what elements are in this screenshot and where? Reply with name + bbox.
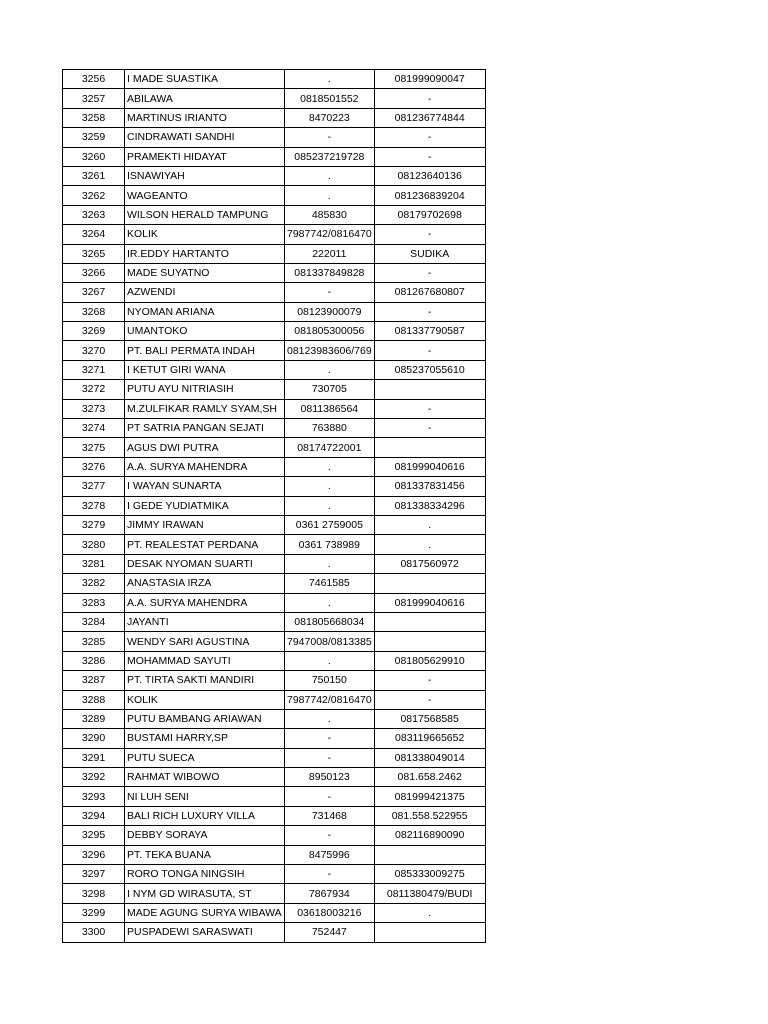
table-row bbox=[63, 865, 486, 884]
phone-primary-cell: 8950123 bbox=[285, 768, 375, 787]
name-cell: WENDY SARI AGUSTINA bbox=[125, 632, 285, 651]
phone-primary-cell: 485830 bbox=[285, 205, 375, 224]
table-row bbox=[63, 147, 486, 166]
phone-secondary-cell: - bbox=[374, 302, 485, 321]
phone-secondary-cell: 0817568585 bbox=[374, 709, 485, 728]
row-number-cell: 3298 bbox=[63, 884, 125, 903]
table-row bbox=[63, 554, 486, 573]
name-cell: KOLIK bbox=[125, 690, 285, 709]
phone-secondary-cell: - bbox=[374, 225, 485, 244]
phone-primary-cell: . bbox=[285, 496, 375, 515]
phone-primary-cell: - bbox=[285, 787, 375, 806]
row-number-cell: 3293 bbox=[63, 787, 125, 806]
phone-primary-cell: 7987742/0816470 bbox=[285, 690, 375, 709]
phone-secondary-cell: 0811380479/BUDI bbox=[374, 884, 485, 903]
phone-secondary-cell: 085333009275 bbox=[374, 865, 485, 884]
table-row bbox=[63, 768, 486, 787]
phone-primary-cell: - bbox=[285, 865, 375, 884]
name-cell: A.A. SURYA MAHENDRA bbox=[125, 457, 285, 476]
row-number-cell: 3269 bbox=[63, 322, 125, 341]
table-row bbox=[63, 263, 486, 282]
phone-primary-cell: 730705 bbox=[285, 380, 375, 399]
phone-primary-cell: . bbox=[285, 477, 375, 496]
phone-secondary-cell bbox=[374, 612, 485, 631]
phone-secondary-cell: - bbox=[374, 341, 485, 360]
phone-secondary-cell: 083119665652 bbox=[374, 729, 485, 748]
name-cell: BUSTAMI HARRY,SP bbox=[125, 729, 285, 748]
table-row bbox=[63, 535, 486, 554]
phone-primary-cell: . bbox=[285, 186, 375, 205]
name-cell: RAHMAT WIBOWO bbox=[125, 768, 285, 787]
row-number-cell: 3267 bbox=[63, 283, 125, 302]
table-row bbox=[63, 322, 486, 341]
name-cell: I WAYAN SUNARTA bbox=[125, 477, 285, 496]
row-number-cell: 3287 bbox=[63, 671, 125, 690]
name-cell: JIMMY IRAWAN bbox=[125, 515, 285, 534]
table-row bbox=[63, 108, 486, 127]
row-number-cell: 3265 bbox=[63, 244, 125, 263]
contact-table bbox=[62, 69, 486, 943]
phone-secondary-cell: 081267680807 bbox=[374, 283, 485, 302]
row-number-cell: 3284 bbox=[63, 612, 125, 631]
phone-primary-cell: 08174722001 bbox=[285, 438, 375, 457]
phone-primary-cell: 8475996 bbox=[285, 845, 375, 864]
phone-secondary-cell: 08123640136 bbox=[374, 166, 485, 185]
name-cell: AZWENDI bbox=[125, 283, 285, 302]
name-cell: A.A. SURYA MAHENDRA bbox=[125, 593, 285, 612]
name-cell: PUSPADEWI SARASWATI bbox=[125, 923, 285, 942]
table-row bbox=[63, 205, 486, 224]
phone-primary-cell: - bbox=[285, 283, 375, 302]
table-row bbox=[63, 419, 486, 438]
row-number-cell: 3286 bbox=[63, 651, 125, 670]
phone-secondary-cell: . bbox=[374, 515, 485, 534]
name-cell: PT. TIRTA SAKTI MANDIRI bbox=[125, 671, 285, 690]
name-cell: WAGEANTO bbox=[125, 186, 285, 205]
phone-primary-cell: 081337849828 bbox=[285, 263, 375, 282]
name-cell: JAYANTI bbox=[125, 612, 285, 631]
phone-secondary-cell: - bbox=[374, 399, 485, 418]
phone-primary-cell: . bbox=[285, 651, 375, 670]
phone-primary-cell: 731468 bbox=[285, 806, 375, 825]
phone-secondary-cell: . bbox=[374, 903, 485, 922]
phone-secondary-cell: 081999090047 bbox=[374, 70, 485, 89]
name-cell: IR.EDDY HARTANTO bbox=[125, 244, 285, 263]
row-number-cell: 3278 bbox=[63, 496, 125, 515]
row-number-cell: 3290 bbox=[63, 729, 125, 748]
phone-primary-cell: 750150 bbox=[285, 671, 375, 690]
phone-primary-cell: 222011 bbox=[285, 244, 375, 263]
name-cell: M.ZULFIKAR RAMLY SYAM,SH bbox=[125, 399, 285, 418]
row-number-cell: 3270 bbox=[63, 341, 125, 360]
name-cell: MOHAMMAD SAYUTI bbox=[125, 651, 285, 670]
phone-primary-cell: 085237219728 bbox=[285, 147, 375, 166]
phone-secondary-cell: 081337831456 bbox=[374, 477, 485, 496]
phone-secondary-cell: 085237055610 bbox=[374, 360, 485, 379]
row-number-cell: 3299 bbox=[63, 903, 125, 922]
table-row bbox=[63, 845, 486, 864]
phone-primary-cell: 08123900079 bbox=[285, 302, 375, 321]
table-row bbox=[63, 457, 486, 476]
name-cell: CINDRAWATI SANDHI bbox=[125, 128, 285, 147]
phone-secondary-cell: - bbox=[374, 263, 485, 282]
row-number-cell: 3283 bbox=[63, 593, 125, 612]
name-cell: ANASTASIA IRZA bbox=[125, 574, 285, 593]
row-number-cell: 3274 bbox=[63, 419, 125, 438]
name-cell: KOLIK bbox=[125, 225, 285, 244]
name-cell: DESAK NYOMAN SUARTI bbox=[125, 554, 285, 573]
row-number-cell: 3297 bbox=[63, 865, 125, 884]
table-row bbox=[63, 903, 486, 922]
table-row bbox=[63, 128, 486, 147]
name-cell: I GEDE YUDIATMIKA bbox=[125, 496, 285, 515]
name-cell: PUTU AYU NITRIASIH bbox=[125, 380, 285, 399]
row-number-cell: 3264 bbox=[63, 225, 125, 244]
row-number-cell: 3257 bbox=[63, 89, 125, 108]
phone-secondary-cell: 081805629910 bbox=[374, 651, 485, 670]
row-number-cell: 3276 bbox=[63, 457, 125, 476]
phone-secondary-cell: . bbox=[374, 535, 485, 554]
name-cell: ABILAWA bbox=[125, 89, 285, 108]
phone-primary-cell: 0361 2759005 bbox=[285, 515, 375, 534]
phone-secondary-cell bbox=[374, 380, 485, 399]
name-cell: NYOMAN ARIANA bbox=[125, 302, 285, 321]
table-row bbox=[63, 632, 486, 651]
table-row bbox=[63, 690, 486, 709]
contact-table-body bbox=[63, 70, 486, 943]
phone-secondary-cell: 082116890090 bbox=[374, 826, 485, 845]
phone-primary-cell: 081805668034 bbox=[285, 612, 375, 631]
table-row bbox=[63, 826, 486, 845]
phone-secondary-cell bbox=[374, 574, 485, 593]
table-row bbox=[63, 651, 486, 670]
row-number-cell: 3271 bbox=[63, 360, 125, 379]
row-number-cell: 3261 bbox=[63, 166, 125, 185]
table-row bbox=[63, 283, 486, 302]
row-number-cell: 3296 bbox=[63, 845, 125, 864]
phone-primary-cell: 081805300056 bbox=[285, 322, 375, 341]
table-row bbox=[63, 186, 486, 205]
name-cell: WILSON HERALD TAMPUNG bbox=[125, 205, 285, 224]
phone-primary-cell: 763880 bbox=[285, 419, 375, 438]
row-number-cell: 3285 bbox=[63, 632, 125, 651]
phone-secondary-cell: - bbox=[374, 128, 485, 147]
phone-primary-cell: 752447 bbox=[285, 923, 375, 942]
table-row bbox=[63, 612, 486, 631]
table-row bbox=[63, 302, 486, 321]
name-cell: MADE AGUNG SURYA WIBAWA bbox=[125, 903, 285, 922]
row-number-cell: 3282 bbox=[63, 574, 125, 593]
phone-primary-cell: 08123983606/769 bbox=[285, 341, 375, 360]
phone-primary-cell: 8470223 bbox=[285, 108, 375, 127]
table-row bbox=[63, 399, 486, 418]
phone-secondary-cell bbox=[374, 438, 485, 457]
row-number-cell: 3295 bbox=[63, 826, 125, 845]
name-cell: DEBBY SORAYA bbox=[125, 826, 285, 845]
phone-primary-cell: 03618003216 bbox=[285, 903, 375, 922]
row-number-cell: 3272 bbox=[63, 380, 125, 399]
row-number-cell: 3279 bbox=[63, 515, 125, 534]
name-cell: I MADE SUASTIKA bbox=[125, 70, 285, 89]
table-row bbox=[63, 360, 486, 379]
table-row bbox=[63, 166, 486, 185]
phone-primary-cell: 7461585 bbox=[285, 574, 375, 593]
phone-primary-cell: . bbox=[285, 593, 375, 612]
phone-primary-cell: . bbox=[285, 360, 375, 379]
row-number-cell: 3289 bbox=[63, 709, 125, 728]
phone-secondary-cell: - bbox=[374, 690, 485, 709]
phone-primary-cell: 0811386564 bbox=[285, 399, 375, 418]
name-cell: AGUS DWI PUTRA bbox=[125, 438, 285, 457]
table-row bbox=[63, 438, 486, 457]
phone-primary-cell: 0361 738989 bbox=[285, 535, 375, 554]
row-number-cell: 3288 bbox=[63, 690, 125, 709]
name-cell: MARTINUS IRIANTO bbox=[125, 108, 285, 127]
phone-secondary-cell: - bbox=[374, 419, 485, 438]
table-row bbox=[63, 496, 486, 515]
table-row bbox=[63, 244, 486, 263]
name-cell: PT SATRIA PANGAN SEJATI bbox=[125, 419, 285, 438]
name-cell: I KETUT GIRI WANA bbox=[125, 360, 285, 379]
phone-secondary-cell: 08179702698 bbox=[374, 205, 485, 224]
row-number-cell: 3256 bbox=[63, 70, 125, 89]
row-number-cell: 3268 bbox=[63, 302, 125, 321]
phone-secondary-cell: 081337790587 bbox=[374, 322, 485, 341]
phone-secondary-cell: - bbox=[374, 147, 485, 166]
phone-secondary-cell: - bbox=[374, 89, 485, 108]
name-cell: NI LUH SENI bbox=[125, 787, 285, 806]
row-number-cell: 3259 bbox=[63, 128, 125, 147]
table-row bbox=[63, 593, 486, 612]
phone-secondary-cell: 081338049014 bbox=[374, 748, 485, 767]
table-row bbox=[63, 884, 486, 903]
phone-secondary-cell: 081999421375 bbox=[374, 787, 485, 806]
name-cell: PUTU SUECA bbox=[125, 748, 285, 767]
row-number-cell: 3300 bbox=[63, 923, 125, 942]
name-cell: MADE SUYATNO bbox=[125, 263, 285, 282]
table-row bbox=[63, 806, 486, 825]
table-row bbox=[63, 787, 486, 806]
name-cell: I NYM GD WIRASUTA, ST bbox=[125, 884, 285, 903]
table-row bbox=[63, 923, 486, 942]
row-number-cell: 3291 bbox=[63, 748, 125, 767]
phone-secondary-cell: 0817560972 bbox=[374, 554, 485, 573]
phone-primary-cell: - bbox=[285, 826, 375, 845]
row-number-cell: 3262 bbox=[63, 186, 125, 205]
name-cell: PT. TEKA BUANA bbox=[125, 845, 285, 864]
row-number-cell: 3277 bbox=[63, 477, 125, 496]
name-cell: BALI RICH LUXURY VILLA bbox=[125, 806, 285, 825]
row-number-cell: 3258 bbox=[63, 108, 125, 127]
row-number-cell: 3292 bbox=[63, 768, 125, 787]
phone-secondary-cell: 081999040616 bbox=[374, 457, 485, 476]
table-row bbox=[63, 225, 486, 244]
row-number-cell: 3273 bbox=[63, 399, 125, 418]
phone-primary-cell: - bbox=[285, 729, 375, 748]
phone-primary-cell: . bbox=[285, 166, 375, 185]
row-number-cell: 3281 bbox=[63, 554, 125, 573]
table-row bbox=[63, 380, 486, 399]
table-row bbox=[63, 709, 486, 728]
phone-secondary-cell: 081999040616 bbox=[374, 593, 485, 612]
table-row bbox=[63, 671, 486, 690]
contact-sheet bbox=[62, 69, 486, 943]
phone-secondary-cell: - bbox=[374, 671, 485, 690]
phone-primary-cell: 7987742/0816470 bbox=[285, 225, 375, 244]
row-number-cell: 3294 bbox=[63, 806, 125, 825]
table-row bbox=[63, 70, 486, 89]
name-cell: PT. BALI PERMATA INDAH bbox=[125, 341, 285, 360]
phone-secondary-cell: 081338334296 bbox=[374, 496, 485, 515]
phone-secondary-cell bbox=[374, 923, 485, 942]
name-cell: PRAMEKTI HIDAYAT bbox=[125, 147, 285, 166]
table-row bbox=[63, 515, 486, 534]
row-number-cell: 3263 bbox=[63, 205, 125, 224]
table-row bbox=[63, 748, 486, 767]
table-row bbox=[63, 477, 486, 496]
row-number-cell: 3266 bbox=[63, 263, 125, 282]
phone-primary-cell: . bbox=[285, 70, 375, 89]
row-number-cell: 3260 bbox=[63, 147, 125, 166]
phone-secondary-cell: 081236839204 bbox=[374, 186, 485, 205]
phone-primary-cell: - bbox=[285, 128, 375, 147]
phone-primary-cell: 0818501552 bbox=[285, 89, 375, 108]
phone-secondary-cell bbox=[374, 632, 485, 651]
name-cell: ISNAWIYAH bbox=[125, 166, 285, 185]
phone-secondary-cell: 081236774844 bbox=[374, 108, 485, 127]
phone-secondary-cell: SUDIKA bbox=[374, 244, 485, 263]
row-number-cell: 3280 bbox=[63, 535, 125, 554]
phone-primary-cell: - bbox=[285, 748, 375, 767]
phone-primary-cell: 7867934 bbox=[285, 884, 375, 903]
table-row bbox=[63, 341, 486, 360]
phone-primary-cell: . bbox=[285, 554, 375, 573]
phone-primary-cell: . bbox=[285, 709, 375, 728]
name-cell: UMANTOKO bbox=[125, 322, 285, 341]
row-number-cell: 3275 bbox=[63, 438, 125, 457]
phone-secondary-cell: 081.558.522955 bbox=[374, 806, 485, 825]
phone-primary-cell: . bbox=[285, 457, 375, 476]
table-row bbox=[63, 89, 486, 108]
table-row bbox=[63, 729, 486, 748]
phone-primary-cell: 7947008/0813385 bbox=[285, 632, 375, 651]
name-cell: PUTU BAMBANG ARIAWAN bbox=[125, 709, 285, 728]
name-cell: RORO TONGA NINGSIH bbox=[125, 865, 285, 884]
table-row bbox=[63, 574, 486, 593]
phone-secondary-cell bbox=[374, 845, 485, 864]
phone-secondary-cell: 081.658.2462 bbox=[374, 768, 485, 787]
name-cell: PT. REALESTAT PERDANA bbox=[125, 535, 285, 554]
